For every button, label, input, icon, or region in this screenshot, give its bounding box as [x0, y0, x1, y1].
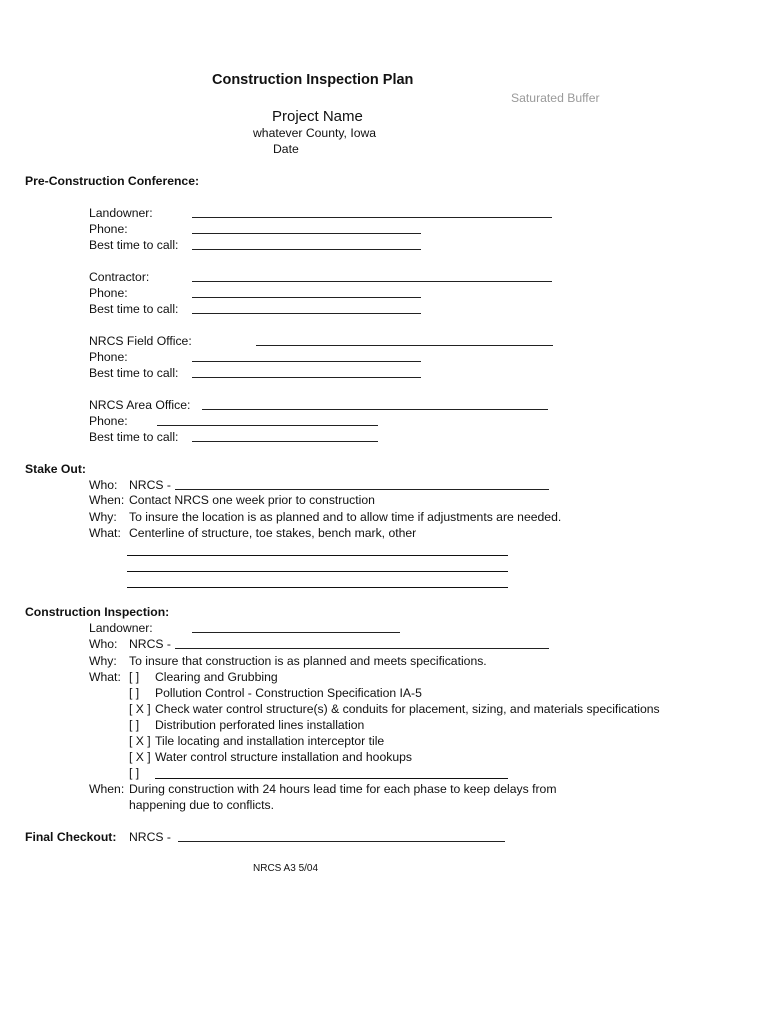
contractor-phone-field[interactable]	[192, 297, 421, 298]
area-office-phone-label: Phone:	[89, 414, 128, 428]
checkbox-tile-locating[interactable]: [ X ]	[129, 734, 151, 748]
inspection-checklist-item: [ ] Distribution perforated lines installation	[129, 718, 365, 732]
practice-name: Saturated Buffer	[511, 91, 600, 105]
landowner-phone-field[interactable]	[192, 233, 421, 234]
stake-out-notes-line[interactable]	[127, 555, 508, 556]
inspection-checklist-item: [ X ] Check water control structure(s) & conduits for placement, sizing, and materials specifications	[129, 702, 660, 716]
final-checkout-label: Final Checkout:	[25, 830, 117, 844]
other-item-field[interactable]	[155, 778, 508, 779]
construction-inspection-heading: Construction Inspection:	[25, 605, 170, 619]
inspection-when-line2: happening due to conflicts.	[129, 798, 275, 812]
inspection-why-value: To insure that construction is as planned and meets specifications.	[129, 654, 487, 668]
inspection-when-label: When:	[89, 782, 125, 796]
stake-out-who-value: NRCS -	[129, 478, 171, 492]
stake-out-when-label: When:	[89, 493, 125, 507]
inspection-who-value: NRCS -	[129, 637, 171, 651]
field-office-best-time-label: Best time to call:	[89, 366, 179, 380]
date: Date	[273, 142, 299, 156]
stake-out-notes-line[interactable]	[127, 571, 508, 572]
contractor-field[interactable]	[192, 281, 552, 282]
inspection-why-label: Why:	[89, 654, 117, 668]
contractor-phone-label: Phone:	[89, 286, 128, 300]
contractor-label: Contractor:	[89, 270, 150, 284]
checkbox-distribution-lines[interactable]: [ ]	[129, 718, 140, 732]
field-office-best-time-field[interactable]	[192, 377, 421, 378]
landowner-phone-label: Phone:	[89, 222, 128, 236]
checkbox-clearing-grubbing[interactable]: [ ]	[129, 670, 140, 684]
inspection-checklist-item: [ X ] Water control structure installation and hookups	[129, 750, 412, 764]
contractor-best-time-field[interactable]	[192, 313, 421, 314]
inspection-who-label: Who:	[89, 637, 118, 651]
landowner-best-time-label: Best time to call:	[89, 238, 179, 252]
inspection-what-label: What:	[89, 670, 121, 684]
field-office-phone-label: Phone:	[89, 350, 128, 364]
pre-construction-heading: Pre-Construction Conference:	[25, 174, 200, 188]
area-office-phone-field[interactable]	[157, 425, 378, 426]
final-checkout-field[interactable]	[178, 841, 505, 842]
checkbox-water-control-check[interactable]: [ X ]	[129, 702, 151, 716]
page-title: Construction Inspection Plan	[212, 72, 414, 88]
stake-out-who-field[interactable]	[175, 489, 549, 490]
inspection-landowner-label: Landowner:	[89, 621, 153, 635]
area-office-label: NRCS Area Office:	[89, 398, 191, 412]
inspection-who-field[interactable]	[175, 648, 549, 649]
checkbox-other[interactable]: [ ]	[129, 766, 140, 780]
stake-out-notes-line[interactable]	[127, 587, 508, 588]
stake-out-what-value: Centerline of structure, toe stakes, bench mark, other	[129, 526, 417, 540]
inspection-landowner-field[interactable]	[192, 632, 400, 633]
final-checkout-value: NRCS -	[129, 830, 171, 844]
landowner-field[interactable]	[192, 217, 552, 218]
stake-out-heading: Stake Out:	[25, 462, 86, 476]
stake-out-when-value: Contact NRCS one week prior to construction	[129, 493, 375, 507]
contractor-best-time-label: Best time to call:	[89, 302, 179, 316]
area-office-field[interactable]	[202, 409, 548, 410]
checkbox-pollution-control[interactable]: [ ]	[129, 686, 140, 700]
stake-out-why-label: Why:	[89, 510, 117, 524]
stake-out-who-label: Who:	[89, 478, 118, 492]
inspection-checklist-item: [ ] Pollution Control - Construction Specification IA-5	[129, 686, 422, 700]
field-office-field[interactable]	[256, 345, 553, 346]
project-name: Project Name	[272, 108, 363, 125]
inspection-when-line1: During construction with 24 hours lead time for each phase to keep delays from	[129, 782, 557, 796]
checkbox-water-control-install[interactable]: [ X ]	[129, 750, 151, 764]
field-office-phone-field[interactable]	[192, 361, 421, 362]
area-office-best-time-field[interactable]	[192, 441, 378, 442]
landowner-best-time-field[interactable]	[192, 249, 421, 250]
field-office-label: NRCS Field Office:	[89, 334, 192, 348]
stake-out-what-label: What:	[89, 526, 121, 540]
area-office-best-time-label: Best time to call:	[89, 430, 179, 444]
landowner-label: Landowner:	[89, 206, 153, 220]
inspection-checklist-item	[129, 767, 155, 779]
inspection-checklist-item: [ ] Clearing and Grubbing	[129, 670, 278, 684]
stake-out-why-value: To insure the location is as planned and to allow time if adjustments are needed.	[129, 510, 562, 524]
county-state: whatever County, Iowa	[253, 126, 377, 140]
inspection-checklist-item: [ X ] Tile locating and installation interceptor tile	[129, 734, 385, 748]
form-id: NRCS A3 5/04	[253, 863, 319, 874]
